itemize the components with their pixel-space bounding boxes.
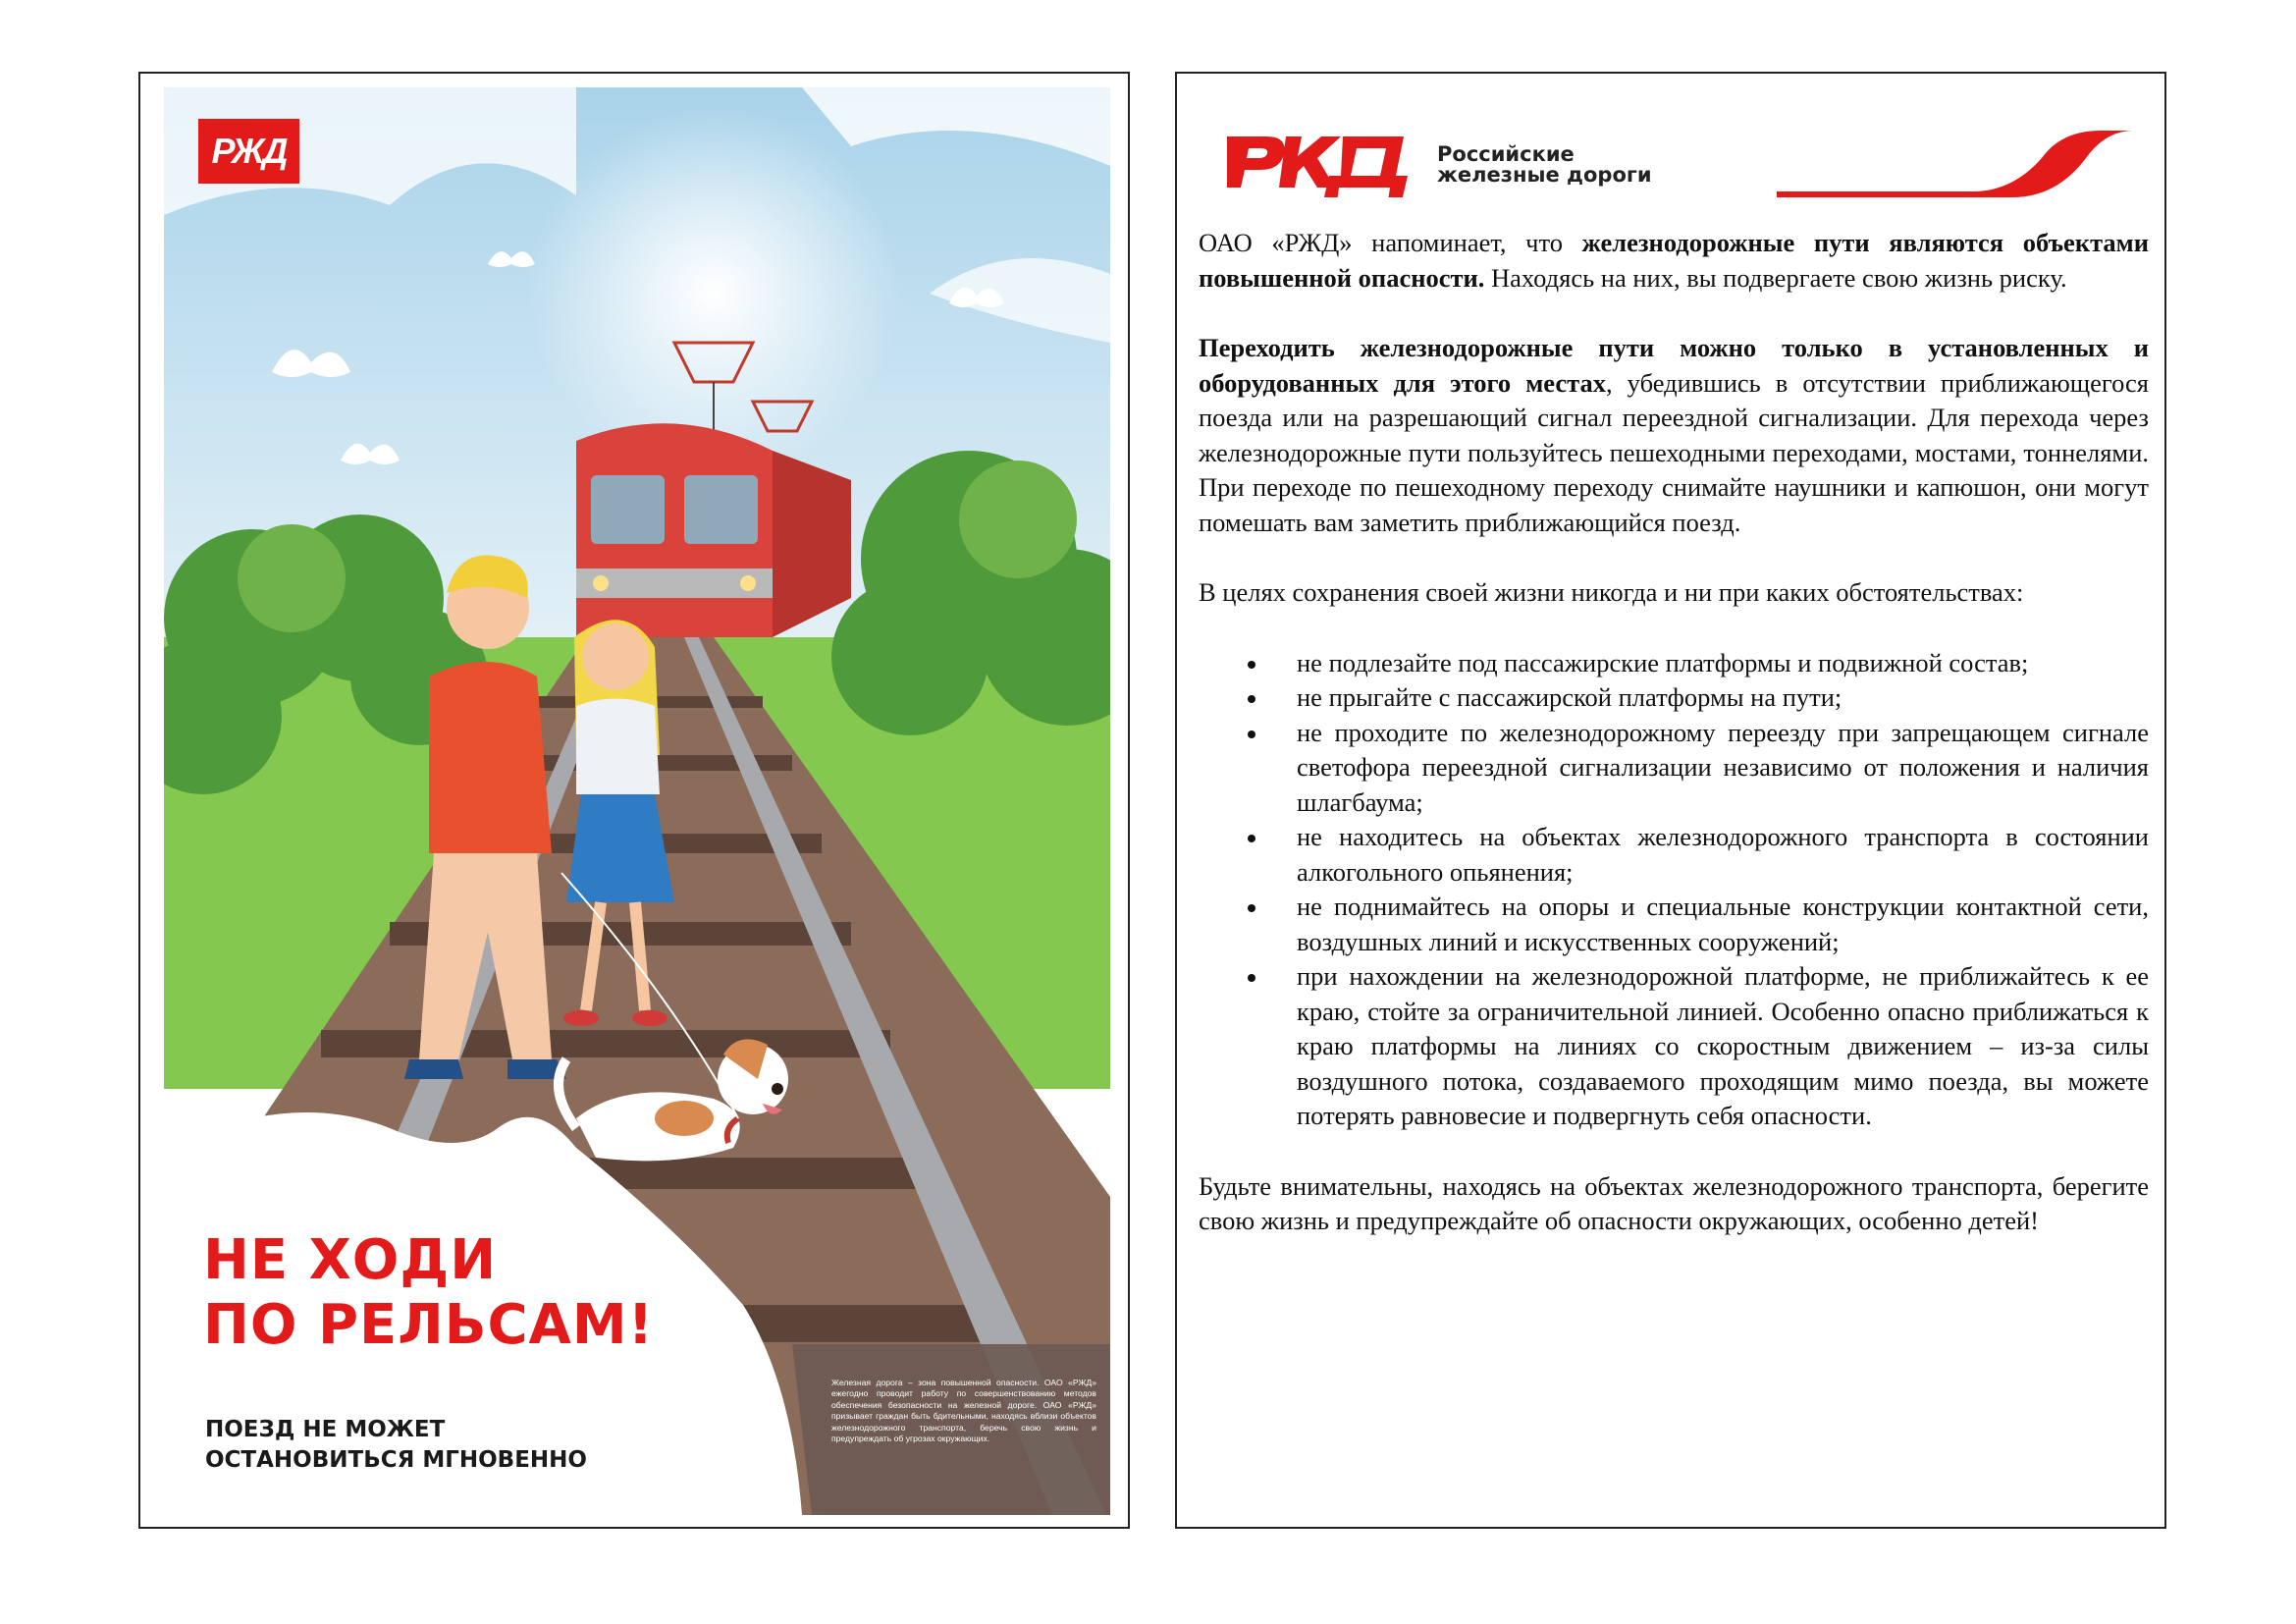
paragraph: Переходить железнодорожные пути можно только в установленных и оборудованных для этого местах, убедившись в отсутствии приближающегося поезда или на разрешающий сигнал переездной сигнализации. Для перехода через железнодорожные пути пользуйтесь пешеходными переходами, мостами, тоннелями. При переходе по пешеходному переходу снимайте наушники и капюшон, они могут помешать вам заметить приближающийся поезд. (1199, 333, 2149, 537)
safety-poster (164, 87, 1110, 1515)
list-item: не поднимайтесь на опоры и специальные конструкции контактной сети, воздушных линий и искусственных сооружений; (1297, 890, 2149, 959)
poster-subtitle-line: ОСТАНОВИТЬСЯ МГНОВЕННО (205, 1447, 587, 1473)
poster-title-line: НЕ ХОДИ (203, 1228, 498, 1292)
list-item: не находитесь на объектах железнодорожного транспорта в состоянии алкогольного опьянения; (1297, 820, 2149, 890)
poster-panel (138, 72, 1130, 1529)
poster-title (203, 1228, 654, 1358)
brand-name (1437, 144, 1652, 186)
poster-subtitle (205, 1415, 587, 1476)
prohibitions-list (1199, 646, 2149, 1134)
poster-title-line: ПО РЕЛЬСАМ! (203, 1293, 655, 1357)
rzd-logo (1227, 119, 2150, 197)
rzd-logo: РЖД (198, 119, 299, 184)
paragraph: В целях сохранения своей жизни никогда и ни при каких обстоятельствах: (1199, 577, 2024, 607)
list-item: при нахождении на железнодорожной платформе, не приближайтесь к ее краю, стойте за ограничительной линией. Особенно опасно приближаться к краю платформы на линиях со скоростным движением – из-за силы воздушного потока, создаваемого проходящим мимо поезда, вы можете потерять равновесие и подвергнуть себя опасности. (1297, 959, 2149, 1134)
paragraph: Будьте внимательны, находясь на объектах железнодорожного транспорта, берегите свою жизнь и предупреждайте об опасности окружающих, особенно детей! (1199, 1170, 2149, 1235)
poster-subtitle-line: ПОЕЗД НЕ МОЖЕТ (205, 1417, 446, 1442)
list-item: не проходите по железнодорожному переезду при запрещающем сигнале светофора переездной сигнализации независимо от положения и наличия шлагбаума; (1297, 716, 2149, 821)
safety-text (1199, 226, 2149, 1239)
brand-name-line: Российские (1437, 142, 1575, 166)
brand-name-line: железные дороги (1437, 163, 1652, 187)
list-item: не подлезайте под пассажирские платформы и подвижной состав; (1297, 646, 2149, 681)
brand-header (1227, 119, 2150, 197)
poster-note: Железная дорога – зона повышенной опасности. ОАО «РЖД» ежегодно проводит работу по совершенствованию методов обеспечения безопасности на железной дороге. ОАО «РЖД» призывает граждан быть бдительными, находясь вблизи объектов железнодорожного транспорта, беречь свою жизнь и предупреждать об угрозах окружающих. (831, 1378, 1096, 1444)
paragraph: ОАО «РЖД» напоминает, что железнодорожные пути являются объектами повышенной опасности. Находясь на них, вы подвергаете свою жизнь риску. (1199, 228, 2149, 293)
list-item: не прыгайте с пассажирской платформы на пути; (1297, 680, 2149, 716)
text-panel (1175, 72, 2166, 1529)
